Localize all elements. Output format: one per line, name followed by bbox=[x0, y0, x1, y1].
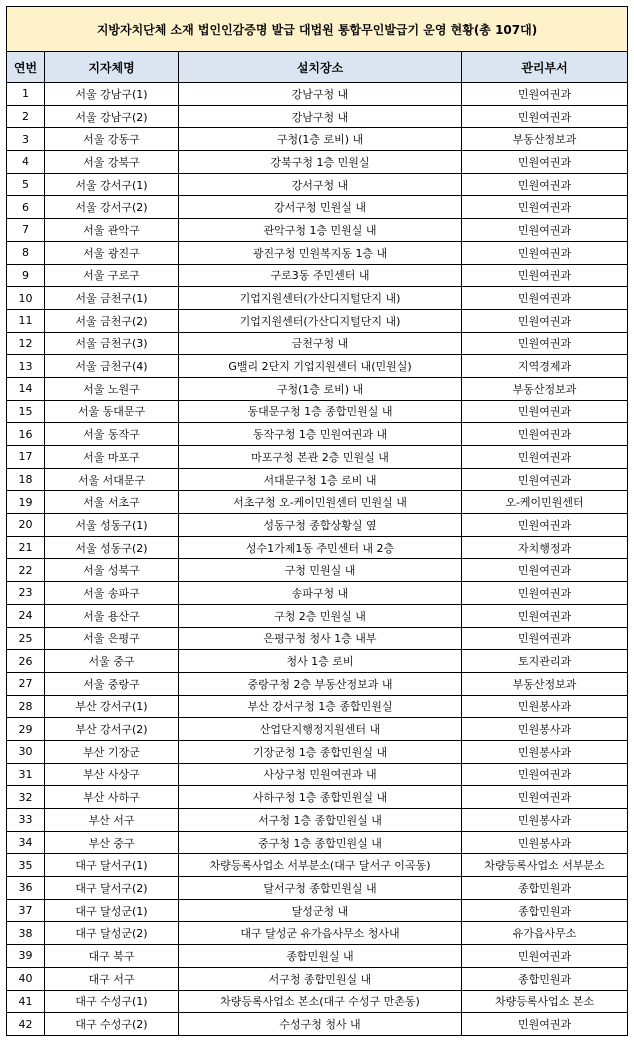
cell-place: 중구청 1층 종합민원실 내 bbox=[179, 831, 462, 854]
cell-no: 39 bbox=[7, 945, 45, 968]
cell-place: 강북구청 1층 민원실 bbox=[179, 151, 462, 174]
table-row bbox=[7, 650, 628, 673]
table-row bbox=[7, 877, 628, 900]
cell-place: 산업단지행정지원센터 내 bbox=[179, 718, 462, 741]
table-row bbox=[7, 219, 628, 242]
cell-gov: 서울 성동구(2) bbox=[45, 536, 179, 559]
table-row bbox=[7, 899, 628, 922]
table-row bbox=[7, 446, 628, 469]
table-row bbox=[7, 695, 628, 718]
cell-no: 11 bbox=[7, 309, 45, 332]
cell-dept: 유가읍사무소 bbox=[462, 922, 628, 945]
cell-place: G밸리 2단지 기업지원센터 내(민원실) bbox=[179, 355, 462, 378]
table-row bbox=[7, 786, 628, 809]
cell-gov: 서울 금천구(2) bbox=[45, 309, 179, 332]
cell-place: 사상구청 민원여권과 내 bbox=[179, 763, 462, 786]
table-row bbox=[7, 718, 628, 741]
cell-no: 42 bbox=[7, 1013, 45, 1036]
cell-dept: 민원여권과 bbox=[462, 627, 628, 650]
cell-dept: 민원봉사과 bbox=[462, 831, 628, 854]
cell-place: 구청(1층 로비) 내 bbox=[179, 377, 462, 400]
table-title: 지방자치단체 소재 법인인감증명 발급 대법원 통합무인발급기 운영 현황(총 107대) bbox=[7, 7, 628, 52]
cell-no: 14 bbox=[7, 377, 45, 400]
cell-no: 32 bbox=[7, 786, 45, 809]
cell-no: 26 bbox=[7, 650, 45, 673]
cell-no: 40 bbox=[7, 967, 45, 990]
table-row bbox=[7, 491, 628, 514]
cell-place: 관악구청 1층 민원실 내 bbox=[179, 219, 462, 242]
cell-gov: 서울 은평구 bbox=[45, 627, 179, 650]
cell-gov: 서울 광진구 bbox=[45, 241, 179, 264]
cell-no: 18 bbox=[7, 468, 45, 491]
cell-gov: 서울 서대문구 bbox=[45, 468, 179, 491]
table-row bbox=[7, 400, 628, 423]
cell-dept: 민원여권과 bbox=[462, 332, 628, 355]
table-row bbox=[7, 967, 628, 990]
cell-no: 17 bbox=[7, 446, 45, 469]
cell-dept: 부동산정보과 bbox=[462, 377, 628, 400]
kiosk-status-table-container bbox=[6, 6, 627, 1036]
cell-no: 21 bbox=[7, 536, 45, 559]
table-row bbox=[7, 763, 628, 786]
cell-no: 6 bbox=[7, 196, 45, 219]
cell-dept: 민원여권과 bbox=[462, 264, 628, 287]
cell-no: 29 bbox=[7, 718, 45, 741]
table-row bbox=[7, 309, 628, 332]
cell-dept: 민원여권과 bbox=[462, 400, 628, 423]
cell-dept: 토지관리과 bbox=[462, 650, 628, 673]
cell-place: 강남구청 내 bbox=[179, 105, 462, 128]
cell-place: 달성군청 내 bbox=[179, 899, 462, 922]
cell-gov: 서울 관악구 bbox=[45, 219, 179, 242]
table-row bbox=[7, 672, 628, 695]
table-row bbox=[7, 128, 628, 151]
cell-gov: 서울 송파구 bbox=[45, 582, 179, 605]
table-row bbox=[7, 536, 628, 559]
table-row bbox=[7, 582, 628, 605]
cell-gov: 서울 마포구 bbox=[45, 446, 179, 469]
cell-dept: 민원여권과 bbox=[462, 105, 628, 128]
cell-gov: 서울 강남구(1) bbox=[45, 83, 179, 106]
cell-gov: 서울 강서구(1) bbox=[45, 173, 179, 196]
cell-no: 12 bbox=[7, 332, 45, 355]
table-row bbox=[7, 740, 628, 763]
cell-place: 부산 강서구청 1층 종합민원실 bbox=[179, 695, 462, 718]
cell-dept: 차량등록사업소 서부분소 bbox=[462, 854, 628, 877]
cell-dept: 종합민원과 bbox=[462, 967, 628, 990]
cell-dept: 민원봉사과 bbox=[462, 809, 628, 832]
cell-dept: 민원여권과 bbox=[462, 173, 628, 196]
cell-no: 30 bbox=[7, 740, 45, 763]
cell-place: 구청(1층 로비) 내 bbox=[179, 128, 462, 151]
cell-gov: 서울 동대문구 bbox=[45, 400, 179, 423]
cell-gov: 부산 중구 bbox=[45, 831, 179, 854]
cell-dept: 차량등록사업소 본소 bbox=[462, 990, 628, 1013]
cell-place: 동대문구청 1층 종합민원실 내 bbox=[179, 400, 462, 423]
cell-place: 강서구청 민원실 내 bbox=[179, 196, 462, 219]
cell-dept: 부동산정보과 bbox=[462, 672, 628, 695]
cell-no: 25 bbox=[7, 627, 45, 650]
table-row bbox=[7, 423, 628, 446]
table-row bbox=[7, 83, 628, 106]
cell-dept: 부동산정보과 bbox=[462, 128, 628, 151]
cell-gov: 서울 중랑구 bbox=[45, 672, 179, 695]
header-no: 연번 bbox=[7, 52, 45, 83]
cell-no: 38 bbox=[7, 922, 45, 945]
cell-gov: 대구 달서구(1) bbox=[45, 854, 179, 877]
table-row bbox=[7, 1013, 628, 1036]
cell-place: 구청 2층 민원실 내 bbox=[179, 604, 462, 627]
table-row bbox=[7, 355, 628, 378]
cell-no: 33 bbox=[7, 809, 45, 832]
kiosk-status-table bbox=[6, 6, 628, 1036]
header-dept: 관리부서 bbox=[462, 52, 628, 83]
cell-place: 사하구청 1층 종합민원실 내 bbox=[179, 786, 462, 809]
cell-place: 서초구청 오-케이민원센터 민원실 내 bbox=[179, 491, 462, 514]
cell-place: 수성구청 청사 내 bbox=[179, 1013, 462, 1036]
cell-gov: 서울 강서구(2) bbox=[45, 196, 179, 219]
cell-place: 은평구청 청사 1층 내부 bbox=[179, 627, 462, 650]
table-title-row bbox=[7, 7, 628, 52]
header-place: 설치장소 bbox=[179, 52, 462, 83]
cell-gov: 대구 북구 bbox=[45, 945, 179, 968]
table-body bbox=[7, 83, 628, 1036]
cell-no: 8 bbox=[7, 241, 45, 264]
cell-gov: 대구 수성구(2) bbox=[45, 1013, 179, 1036]
cell-gov: 서울 금천구(1) bbox=[45, 287, 179, 310]
cell-no: 35 bbox=[7, 854, 45, 877]
cell-place: 서대문구청 1층 로비 내 bbox=[179, 468, 462, 491]
cell-dept: 민원여권과 bbox=[462, 241, 628, 264]
cell-dept: 민원여권과 bbox=[462, 786, 628, 809]
cell-place: 성수1가제1동 주민센터 내 2층 bbox=[179, 536, 462, 559]
table-row bbox=[7, 604, 628, 627]
cell-dept: 자치행정과 bbox=[462, 536, 628, 559]
cell-dept: 민원여권과 bbox=[462, 219, 628, 242]
table-row bbox=[7, 990, 628, 1013]
cell-gov: 서울 구로구 bbox=[45, 264, 179, 287]
cell-no: 5 bbox=[7, 173, 45, 196]
cell-dept: 민원여권과 bbox=[462, 604, 628, 627]
table-row bbox=[7, 332, 628, 355]
cell-no: 15 bbox=[7, 400, 45, 423]
table-row bbox=[7, 173, 628, 196]
cell-no: 28 bbox=[7, 695, 45, 718]
table-row bbox=[7, 945, 628, 968]
cell-place: 마포구청 본관 2층 민원실 내 bbox=[179, 446, 462, 469]
cell-no: 3 bbox=[7, 128, 45, 151]
cell-gov: 서울 서초구 bbox=[45, 491, 179, 514]
cell-gov: 부산 강서구(2) bbox=[45, 718, 179, 741]
cell-gov: 대구 수성구(1) bbox=[45, 990, 179, 1013]
table-row bbox=[7, 287, 628, 310]
table-row bbox=[7, 922, 628, 945]
cell-place: 성동구청 종합상황실 옆 bbox=[179, 514, 462, 537]
cell-no: 27 bbox=[7, 672, 45, 695]
cell-no: 19 bbox=[7, 491, 45, 514]
table-row bbox=[7, 264, 628, 287]
cell-gov: 서울 금천구(4) bbox=[45, 355, 179, 378]
cell-place: 대구 달성군 유가읍사무소 청사내 bbox=[179, 922, 462, 945]
cell-dept: 민원봉사과 bbox=[462, 718, 628, 741]
cell-dept: 민원여권과 bbox=[462, 1013, 628, 1036]
cell-no: 31 bbox=[7, 763, 45, 786]
cell-gov: 부산 서구 bbox=[45, 809, 179, 832]
cell-place: 강남구청 내 bbox=[179, 83, 462, 106]
cell-dept: 종합민원과 bbox=[462, 877, 628, 900]
cell-dept: 민원여권과 bbox=[462, 309, 628, 332]
table-row bbox=[7, 854, 628, 877]
cell-gov: 대구 달서구(2) bbox=[45, 877, 179, 900]
cell-gov: 서울 용산구 bbox=[45, 604, 179, 627]
table-row bbox=[7, 241, 628, 264]
cell-place: 동작구청 1층 민원여권과 내 bbox=[179, 423, 462, 446]
cell-place: 광진구청 민원복지동 1층 내 bbox=[179, 241, 462, 264]
cell-place: 종합민원실 내 bbox=[179, 945, 462, 968]
cell-no: 1 bbox=[7, 83, 45, 106]
cell-place: 송파구청 내 bbox=[179, 582, 462, 605]
table-row bbox=[7, 559, 628, 582]
cell-gov: 서울 동작구 bbox=[45, 423, 179, 446]
cell-no: 9 bbox=[7, 264, 45, 287]
cell-gov: 대구 달성군(2) bbox=[45, 922, 179, 945]
cell-no: 20 bbox=[7, 514, 45, 537]
cell-place: 기장군청 1층 종합민원실 내 bbox=[179, 740, 462, 763]
cell-gov: 서울 성북구 bbox=[45, 559, 179, 582]
cell-gov: 대구 서구 bbox=[45, 967, 179, 990]
table-row bbox=[7, 627, 628, 650]
cell-place: 서구청 종합민원실 내 bbox=[179, 967, 462, 990]
cell-no: 7 bbox=[7, 219, 45, 242]
cell-dept: 민원여권과 bbox=[462, 514, 628, 537]
cell-place: 구로3동 주민센터 내 bbox=[179, 264, 462, 287]
cell-place: 기업지원센터(가산디지털단지 내) bbox=[179, 309, 462, 332]
cell-place: 구청 민원실 내 bbox=[179, 559, 462, 582]
header-gov: 지자체명 bbox=[45, 52, 179, 83]
cell-place: 서구청 1층 종합민원실 내 bbox=[179, 809, 462, 832]
cell-dept: 민원봉사과 bbox=[462, 695, 628, 718]
cell-dept: 민원여권과 bbox=[462, 83, 628, 106]
cell-no: 16 bbox=[7, 423, 45, 446]
cell-gov: 대구 달성군(1) bbox=[45, 899, 179, 922]
cell-dept: 오-케이민원센터 bbox=[462, 491, 628, 514]
cell-place: 차량등록사업소 서부분소(대구 달서구 이곡동) bbox=[179, 854, 462, 877]
cell-gov: 부산 사하구 bbox=[45, 786, 179, 809]
table-row bbox=[7, 831, 628, 854]
cell-no: 41 bbox=[7, 990, 45, 1013]
cell-no: 10 bbox=[7, 287, 45, 310]
cell-no: 24 bbox=[7, 604, 45, 627]
cell-dept: 민원여권과 bbox=[462, 151, 628, 174]
cell-dept: 민원여권과 bbox=[462, 559, 628, 582]
cell-gov: 부산 강서구(1) bbox=[45, 695, 179, 718]
cell-dept: 민원여권과 bbox=[462, 945, 628, 968]
cell-no: 22 bbox=[7, 559, 45, 582]
cell-no: 34 bbox=[7, 831, 45, 854]
cell-dept: 민원여권과 bbox=[462, 423, 628, 446]
cell-dept: 종합민원과 bbox=[462, 899, 628, 922]
cell-place: 기업지원센터(가산디지털단지 내) bbox=[179, 287, 462, 310]
cell-place: 달서구청 종합민원실 내 bbox=[179, 877, 462, 900]
cell-dept: 민원여권과 bbox=[462, 287, 628, 310]
column-header-row bbox=[7, 52, 628, 83]
cell-gov: 서울 중구 bbox=[45, 650, 179, 673]
table-row bbox=[7, 468, 628, 491]
cell-gov: 부산 사상구 bbox=[45, 763, 179, 786]
cell-no: 2 bbox=[7, 105, 45, 128]
cell-place: 차량등록사업소 본소(대구 수성구 만촌동) bbox=[179, 990, 462, 1013]
cell-dept: 민원여권과 bbox=[462, 468, 628, 491]
cell-dept: 민원여권과 bbox=[462, 196, 628, 219]
cell-dept: 지역경제과 bbox=[462, 355, 628, 378]
cell-no: 36 bbox=[7, 877, 45, 900]
cell-place: 청사 1층 로비 bbox=[179, 650, 462, 673]
cell-no: 23 bbox=[7, 582, 45, 605]
table-row bbox=[7, 377, 628, 400]
cell-place: 금천구청 내 bbox=[179, 332, 462, 355]
cell-no: 4 bbox=[7, 151, 45, 174]
cell-place: 강서구청 내 bbox=[179, 173, 462, 196]
table-row bbox=[7, 196, 628, 219]
cell-gov: 서울 금천구(3) bbox=[45, 332, 179, 355]
cell-no: 13 bbox=[7, 355, 45, 378]
cell-dept: 민원여권과 bbox=[462, 446, 628, 469]
cell-no: 37 bbox=[7, 899, 45, 922]
cell-gov: 서울 강북구 bbox=[45, 151, 179, 174]
table-row bbox=[7, 809, 628, 832]
cell-dept: 민원봉사과 bbox=[462, 740, 628, 763]
cell-gov: 서울 강남구(2) bbox=[45, 105, 179, 128]
cell-gov: 부산 기장군 bbox=[45, 740, 179, 763]
cell-gov: 서울 성동구(1) bbox=[45, 514, 179, 537]
cell-gov: 서울 노원구 bbox=[45, 377, 179, 400]
cell-dept: 민원여권과 bbox=[462, 763, 628, 786]
table-row bbox=[7, 514, 628, 537]
table-row bbox=[7, 105, 628, 128]
table-row bbox=[7, 151, 628, 174]
cell-dept: 민원여권과 bbox=[462, 582, 628, 605]
cell-place: 중랑구청 2층 부동산정보과 내 bbox=[179, 672, 462, 695]
cell-gov: 서울 강동구 bbox=[45, 128, 179, 151]
